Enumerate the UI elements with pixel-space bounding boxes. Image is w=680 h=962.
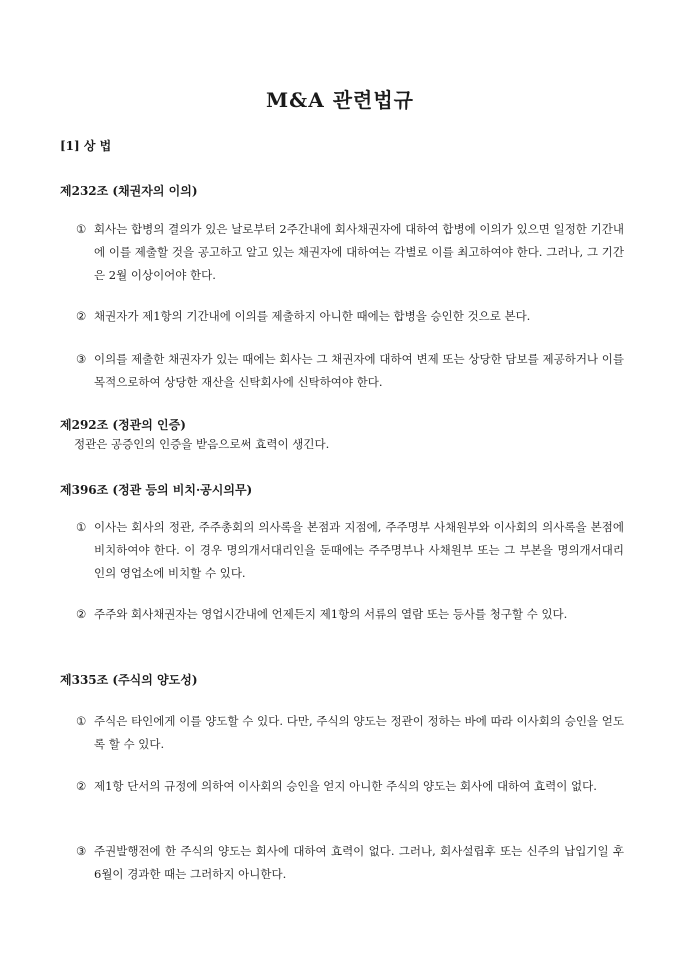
paragraph-number: ① — [76, 520, 87, 534]
paragraph-number: ① — [76, 222, 87, 236]
paragraph-text: 제1항 단서의 규정에 의하여 이사회의 승인을 얻지 아니한 주식의 양도는 회사에 대하여 효력이 없다. — [94, 779, 597, 793]
paragraph-text: 채권자가 제1항의 기간내에 이의를 제출하지 아니한 때에는 합병을 승인한 것으로 본다. — [94, 309, 531, 323]
paragraph-text: 이사는 회사의 정관, 주주총회의 의사록을 본점과 지점에, 주주명부 사채원부와 이사회의 의사록을 본점에 비치하여야 한다. 이 경우 명의개서대리인을 둔때에는 주주명부나 사채원부 또는 그 부본을 명의개서대리인의 영업소에 비치할 수 있다. — [94, 520, 624, 580]
paragraph-text: 이의를 제출한 채권자가 있는 때에는 회사는 그 채권자에 대하여 변제 또는 상당한 담보를 제공하거나 이를 목적으로하여 상당한 재산을 신탁회사에 신탁하여야 한다. — [94, 352, 625, 389]
article-335-paragraph-1 — [76, 710, 624, 756]
article-396-paragraph-2 — [76, 603, 624, 626]
paragraph-text: 회사는 합병의 결의가 있은 날로부터 2주간내에 회사채권자에 대하여 합병에 이의가 있으면 일정한 기간내에 이를 제출할 것을 공고하고 알고 있는 채권자에 대하여는 각별로 이를 최고하여야 한다. 그러나, 그 기간은 2월 이상이어야 한다. — [94, 222, 624, 282]
article-title-396: 제396조 (정관 등의 비치·공시의무) — [60, 483, 253, 497]
article-232-paragraph-2 — [76, 305, 624, 328]
paragraph-number: ③ — [76, 844, 87, 858]
article-335-paragraph-3 — [76, 840, 624, 886]
article-335-paragraph-2 — [76, 775, 624, 798]
document-title: M&A 관련법규 — [266, 88, 414, 112]
article-title-335: 제335조 (주식의 양도성) — [60, 673, 198, 687]
paragraph-text: 주권발행전에 한 주식의 양도는 회사에 대하여 효력이 없다. 그러나, 회사설립후 또는 신주의 납입기일 후 6월이 경과한 때는 그러하지 아니한다. — [94, 844, 624, 881]
paragraph-number: ② — [76, 607, 87, 621]
article-292-text: 정관은 공증인의 인증을 받음으로써 효력이 생긴다. — [74, 437, 330, 451]
article-396-paragraph-1 — [76, 516, 624, 585]
paragraph-text: 주식은 타인에게 이를 양도할 수 있다. 다만, 주식의 양도는 정관이 정하는 바에 따라 이사회의 승인을 얻도록 할 수 있다. — [94, 714, 624, 751]
article-title-292: 제292조 (정관의 인증) — [60, 418, 186, 432]
paragraph-number: ① — [76, 714, 87, 728]
paragraph-text: 주주와 회사채권자는 영업시간내에 언제든지 제1항의 서류의 열람 또는 등사를 청구할 수 있다. — [94, 607, 568, 621]
article-232-paragraph-1 — [76, 218, 624, 287]
article-232-paragraph-3 — [76, 348, 624, 394]
article-title-232: 제232조 (채권자의 이의) — [60, 184, 198, 198]
paragraph-number: ② — [76, 779, 87, 793]
section-heading: [1] 상 법 — [60, 139, 112, 153]
paragraph-number: ② — [76, 309, 87, 323]
paragraph-number: ③ — [76, 352, 87, 366]
